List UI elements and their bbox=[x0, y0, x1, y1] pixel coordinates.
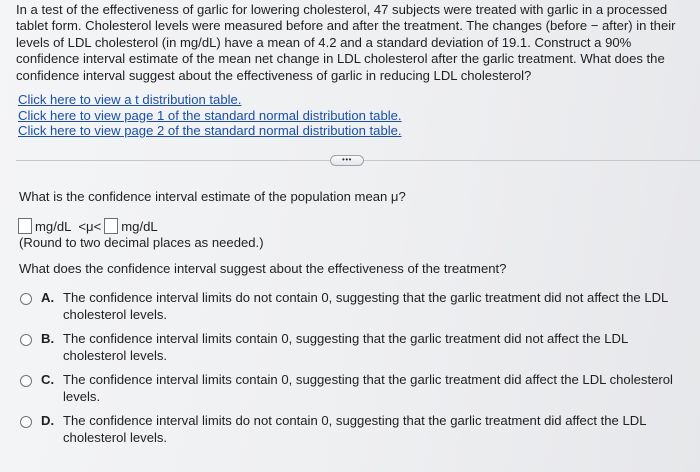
radio-a[interactable] bbox=[20, 293, 32, 305]
option-a-text: The confidence interval limits do not contain 0, suggesting that the garlic treatment did not affect the LDL cholesterol levels. bbox=[63, 290, 668, 322]
ci-upper-unit: mg/dL bbox=[121, 218, 158, 234]
rounding-note: (Round to two decimal places as needed.) bbox=[19, 235, 264, 250]
option-c-letter: C. bbox=[41, 372, 55, 387]
option-a-letter: A. bbox=[41, 290, 55, 305]
mu-inequality: <μ< bbox=[78, 218, 102, 234]
radio-c[interactable] bbox=[20, 375, 32, 387]
option-b-letter: B. bbox=[41, 331, 55, 346]
question-effectiveness: What does the confidence interval suggest about the effectiveness of the treatment? bbox=[19, 261, 507, 276]
ci-lower-input[interactable] bbox=[18, 218, 32, 234]
normal-table-page1-link[interactable]: Click here to view page 1 of the standard normal distribution table. bbox=[18, 107, 402, 123]
ci-upper-input[interactable] bbox=[104, 218, 118, 234]
radio-d[interactable] bbox=[20, 416, 32, 428]
expand-more-button[interactable]: ••• bbox=[330, 155, 364, 166]
ci-lower-unit: mg/dL bbox=[35, 218, 72, 234]
normal-table-page2-link[interactable]: Click here to view page 2 of the standard normal distribution table. bbox=[18, 123, 402, 138]
ci-answer-row bbox=[18, 218, 162, 234]
radio-b[interactable] bbox=[20, 334, 32, 346]
reference-links bbox=[18, 92, 402, 139]
t-distribution-link[interactable]: Click here to view a t distribution table. bbox=[18, 92, 242, 107]
option-c-text: The confidence interval limits contain 0, suggesting that the garlic treatment did affect the LDL cholesterol levels. bbox=[63, 372, 673, 404]
option-d-text: The confidence interval limits do not contain 0, suggesting that the garlic treatment did affect the LDL cholesterol levels. bbox=[63, 413, 647, 445]
problem-statement: In a test of the effectiveness of garlic for lowering cholesterol, 47 subjects were treated with garlic in a processed tablet form. Cholesterol levels were measured before and after the treatment. The changes (before − after) in their levels of LDL cholesterol (in mg/dL) have a mean of 4.2 and a standard deviation of 19.1. Construct a 90% confidence interval estimate of the mean net change in LDL cholesterol after the garlic treatment. What does the confidence interval suggest about the effectiveness of garlic in reducing LDL cholesterol? bbox=[16, 2, 676, 83]
option-d-letter: D. bbox=[41, 413, 55, 428]
question-ci-estimate: What is the confidence interval estimate of the population mean μ? bbox=[19, 189, 406, 204]
option-b-text: The confidence interval limits contain 0, suggesting that the garlic treatment did not affect the LDL cholesterol levels. bbox=[63, 331, 628, 363]
